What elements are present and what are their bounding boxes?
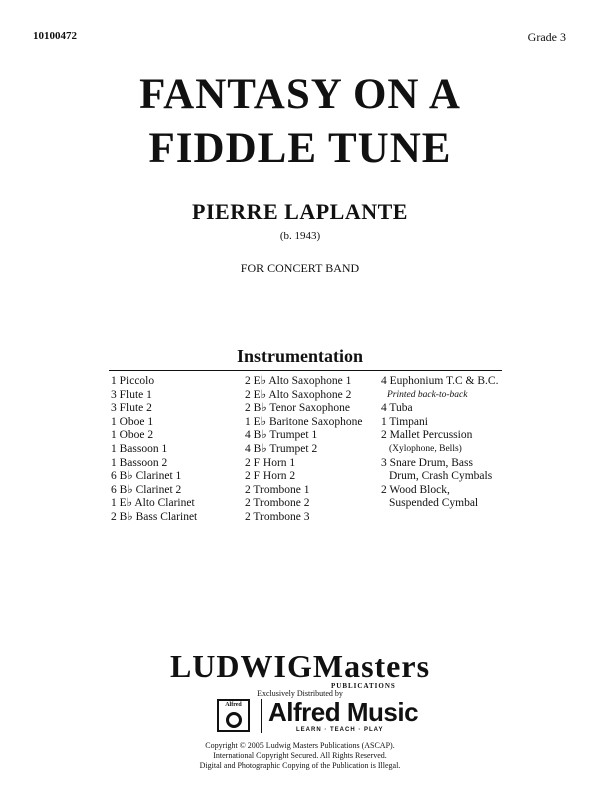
instrumentation-divider xyxy=(109,370,502,371)
instrument-item: 4 Tuba xyxy=(381,402,413,415)
instrument-item: 1 Oboe 2 xyxy=(111,429,154,442)
instrument-item: 1 E♭ Baritone Saxophone xyxy=(245,415,363,428)
copyright-line: Digital and Photographic Copying of the Publication is Illegal. xyxy=(199,761,401,770)
alfred-music-wordmark: Alfred Music xyxy=(268,697,419,727)
instrument-item: 2 F Horn 1 xyxy=(245,456,296,469)
composer-lifespan: (b. 1943) xyxy=(279,230,321,242)
instrument-item: 1 Oboe 1 xyxy=(111,415,154,428)
catalog-number: 10100472 xyxy=(33,30,77,42)
instrument-note: Printed back-to-back xyxy=(387,389,468,400)
ensemble-label: FOR CONCERT BAND xyxy=(240,261,360,275)
instrument-item: 2 Trombone 1 xyxy=(245,483,310,496)
instrument-item-continued: Drum, Crash Cymbals xyxy=(389,470,493,483)
title-line-1: FANTASY ON A xyxy=(139,71,461,118)
instrument-item: 4 B♭ Trumpet 2 xyxy=(245,442,318,455)
instrument-item: 1 Timpani xyxy=(381,415,428,428)
instrument-column-1 xyxy=(111,375,197,525)
instrument-item: 2 B♭ Bass Clarinet xyxy=(111,510,198,523)
instrument-item: 3 Flute 1 xyxy=(111,388,152,401)
instrument-item: 2 Trombone 3 xyxy=(245,510,310,523)
distribution-note: Exclusively Distributed by xyxy=(257,689,343,698)
instrument-item: 1 Piccolo xyxy=(111,375,155,387)
instrument-note: (Xylophone, Bells) xyxy=(389,443,462,454)
instrument-item: 1 Bassoon 1 xyxy=(111,442,168,455)
alfred-tagline: LEARN · TEACH · PLAY xyxy=(296,727,384,733)
logo-divider xyxy=(261,699,262,733)
composer-name: PIERRE LAPLANTE xyxy=(192,199,408,224)
instrument-item: 4 B♭ Trumpet 1 xyxy=(245,429,318,442)
ludwig-masters-logo xyxy=(0,648,600,685)
alfred-box-label: Alfred xyxy=(225,702,242,708)
instrument-item: 3 Snare Drum, Bass xyxy=(381,456,473,469)
instrument-item: 2 Wood Block, xyxy=(381,483,450,496)
copyright-line: International Copyright Secured. All Rights Reserved. xyxy=(213,751,387,760)
instrument-item: 2 E♭ Alto Saxophone 1 xyxy=(245,375,352,387)
logo-ludwig: LUDWIG xyxy=(169,648,313,684)
copyright-line: Copyright © 2005 Ludwig Masters Publications (ASCAP). xyxy=(205,741,395,750)
piece-title xyxy=(0,68,600,176)
instrument-item: 2 Mallet Percussion xyxy=(381,429,473,442)
instrument-item: 6 B♭ Clarinet 1 xyxy=(111,470,182,483)
grade-label: Grade 3 xyxy=(527,30,566,44)
instrument-item: 2 E♭ Alto Saxophone 2 xyxy=(245,388,352,401)
instrument-item: 1 E♭ Alto Clarinet xyxy=(111,497,195,510)
instrument-item: 6 B♭ Clarinet 2 xyxy=(111,483,182,496)
instrument-item: 1 Bassoon 2 xyxy=(111,456,168,469)
instrument-column-2 xyxy=(245,375,363,525)
logo-publications: PUBLICATIONS xyxy=(331,682,396,690)
alfred-logo-icon xyxy=(217,699,250,732)
title-line-2: FIDDLE TUNE xyxy=(148,125,452,172)
instrument-item: 4 Euphonium T.C & B.C. xyxy=(381,375,499,387)
instrument-column-3 xyxy=(381,375,498,511)
instrumentation-heading: Instrumentation xyxy=(236,346,363,366)
instrument-item: 3 Flute 2 xyxy=(111,402,152,415)
instrument-item-continued: Suspended Cymbal xyxy=(389,497,479,510)
instrument-item: 2 B♭ Tenor Saxophone xyxy=(245,402,351,415)
instrument-item: 2 Trombone 2 xyxy=(245,497,310,510)
instrument-item: 2 F Horn 2 xyxy=(245,470,296,483)
logo-masters: Masters xyxy=(312,648,431,684)
alfred-q-icon xyxy=(226,712,242,728)
copyright-notice xyxy=(0,741,600,771)
